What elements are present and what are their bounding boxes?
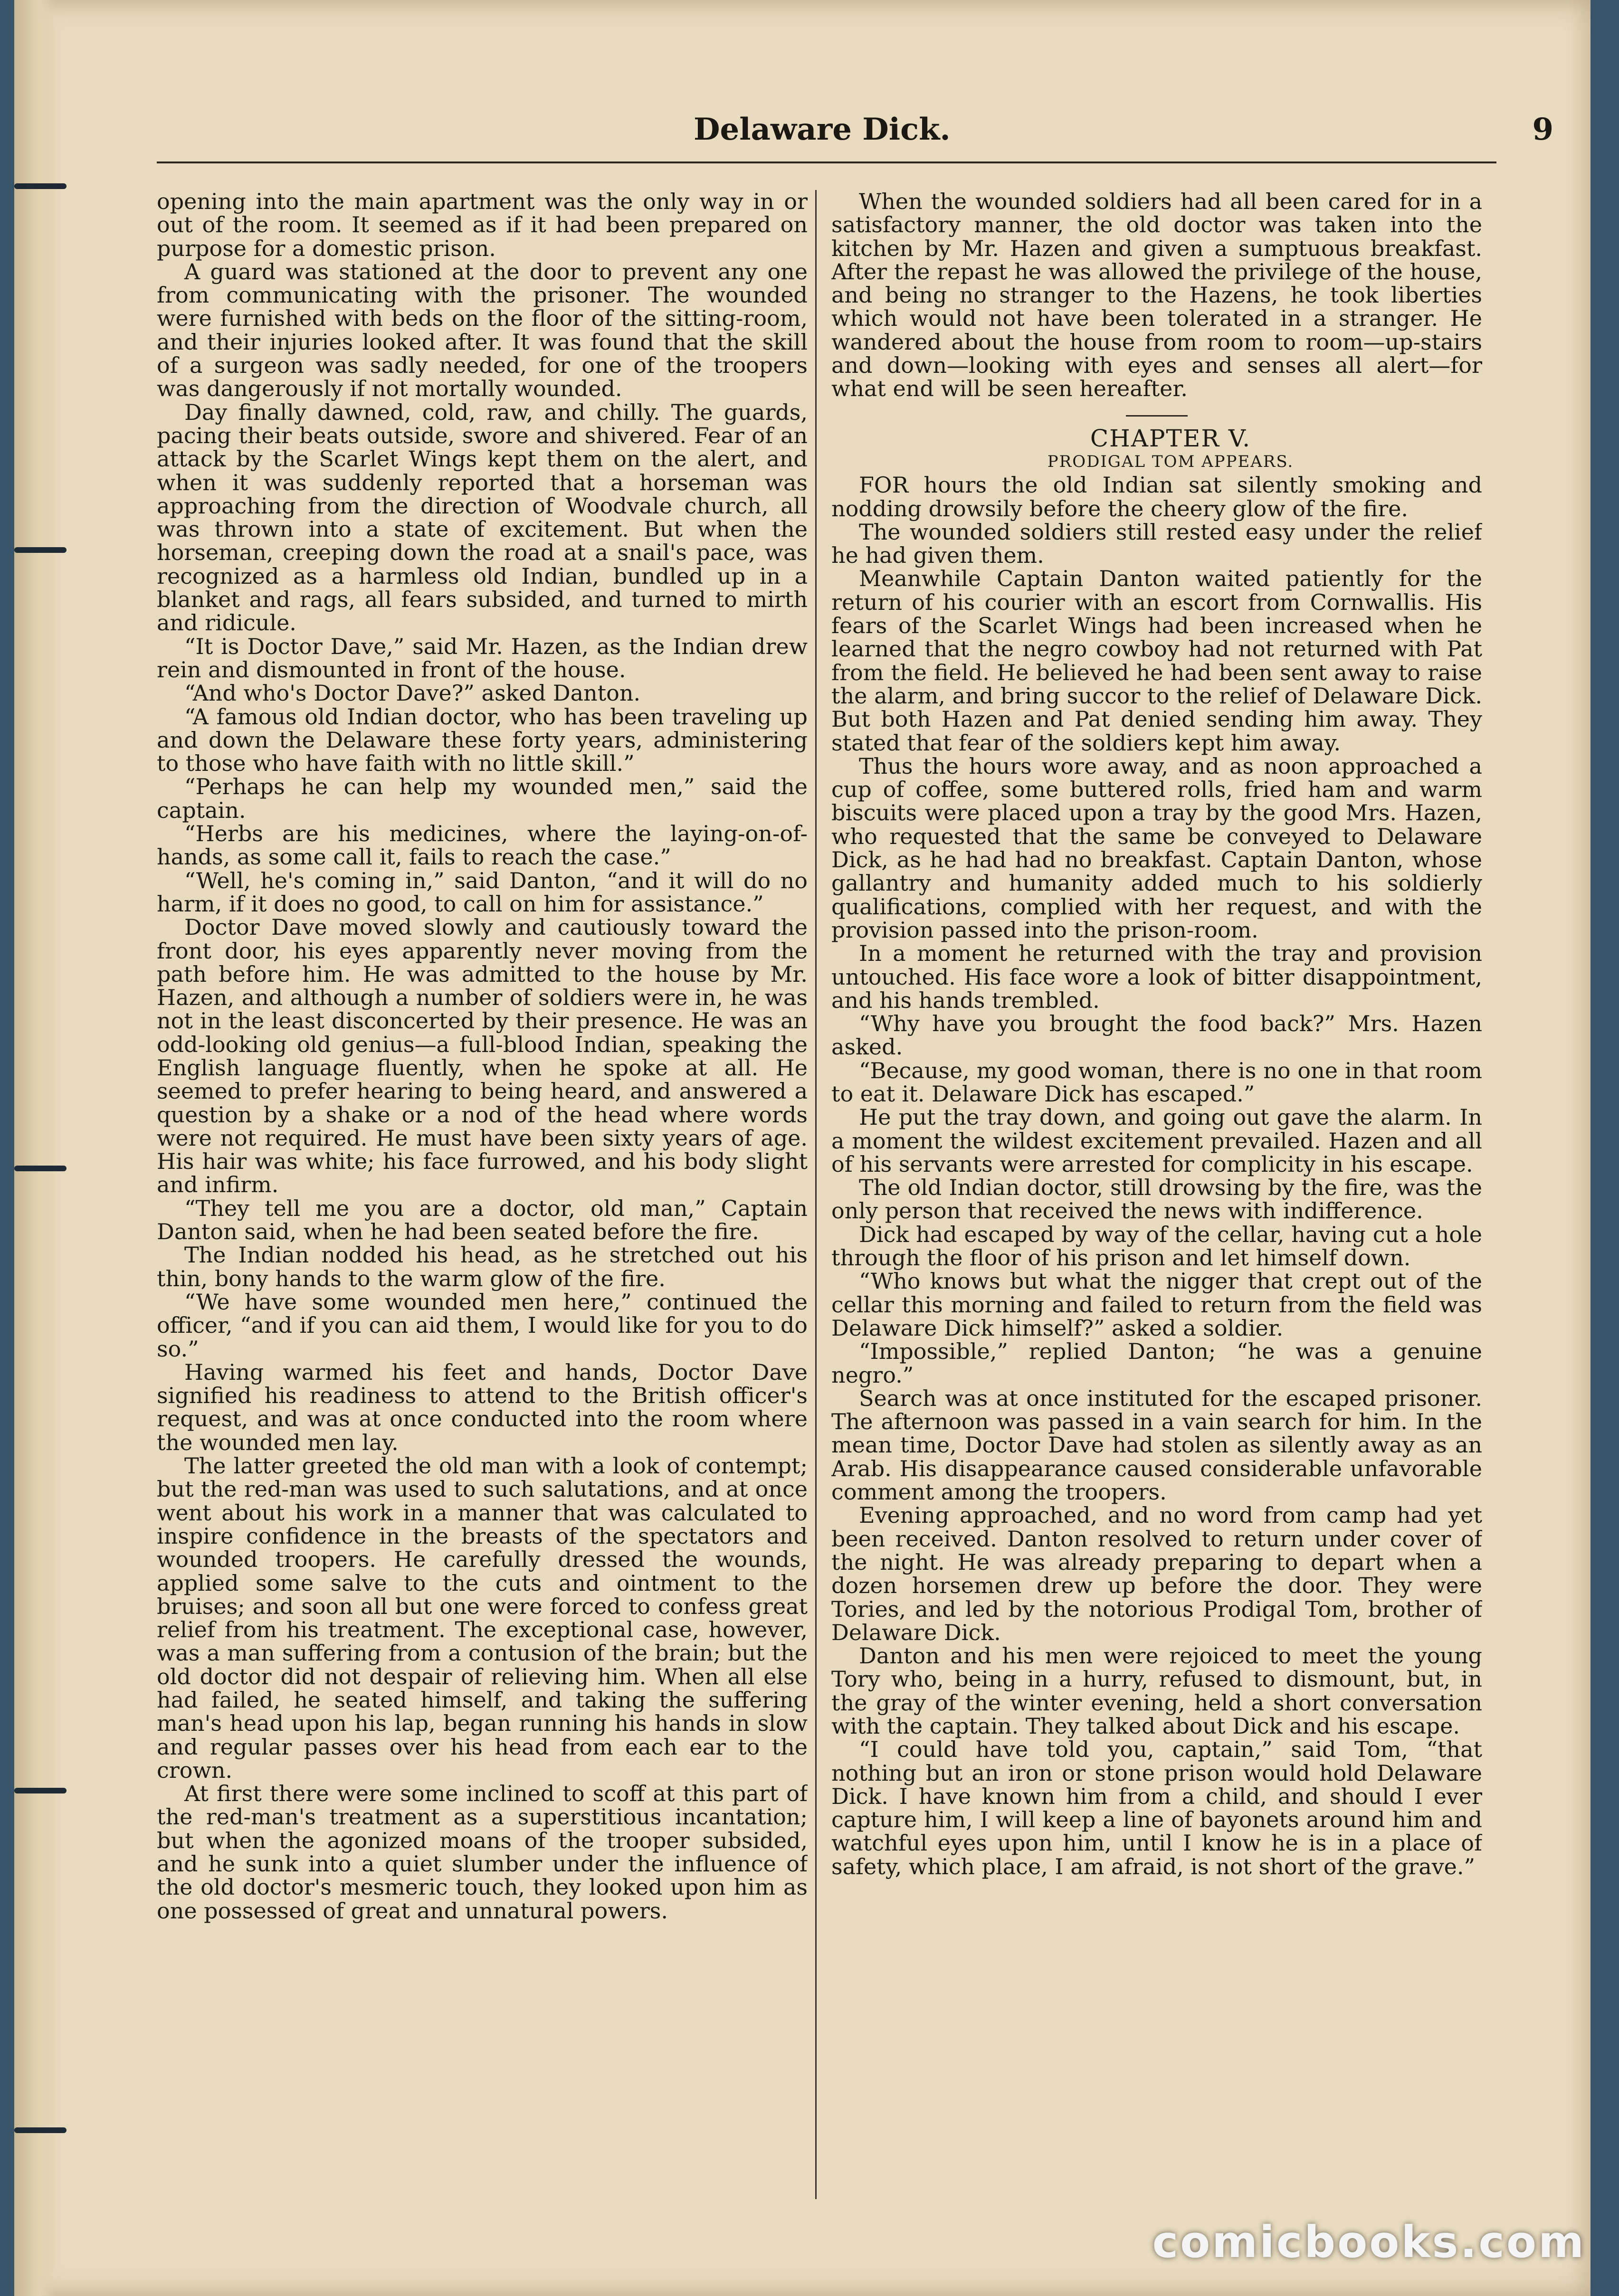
page-binding [14,0,57,2296]
left-column [157,190,808,2204]
paragraph: Dick had escaped by way of the cellar, having cut a hole through the floor of his prison and let himself down. [831,1221,1482,1271]
header-rule [157,161,1496,163]
paragraph: The latter greeted the old man with a look of contempt; but the red-man was used to such salutations, and at once went about his work in a manner that was calculated to inspire confidence in the breasts of the spectators and wounded troopers. He carefully dressed the wounds, applied some salve to the cuts and ointment to the bruises; and soon all but one were forced to confess great relief from his treatment. The exceptional case, however, was a man suffering from a contusion of the brain; but the old doctor did not despair of relieving him. When all else had failed, he seated himself, and taking the suffering man's head upon his lap, began running his hands in slow and regular passes over his head from each ear to the crown. [157,1453,808,1783]
paragraph: The Indian nodded his head, as he stretched out his thin, bony hands to the warm glow of the fire. [157,1242,808,1291]
paragraph: Day finally dawned, cold, raw, and chilly. The guards, pacing their beats outside, swore and shivered. Fear of an attack by the Scarlet Wings kept them on the alert, and when it was suddenly reported that a horseman was approaching from the direction of Woodvale church, all was thrown into a state of excitement. But when the horseman, creeping down the road at a snail's pace, was recognized as a harmless old Indian, bundled up in a blanket and rags, all fears subsided, and turned to mirth and ridicule. [157,399,808,636]
page-number: 9 [1532,112,1553,147]
paragraph: “Why have you brought the food back?” Mrs. Hazen asked. [831,1011,1482,1060]
binding-stitch [14,1159,67,1178]
paragraph: He put the tray down, and going out gave the alarm. In a moment the wildest excitement prevailed. Hazen and all of his servants were arrested for complicity in his escape. [831,1104,1482,1177]
binding-stitch [14,177,67,196]
paragraph: Search was at once instituted for the escaped prisoner. The afternoon was passed in a vain search for him. In the mean time, Doctor Dave had stolen as silently away as an Arab. His disappearance caused considerable unfavorable comment among the troopers. [831,1385,1482,1505]
paragraph: “Because, my good woman, there is no one in that room to eat it. Delaware Dick has escaped.” [831,1057,1482,1107]
paragraph: “Impossible,” replied Danton; “he was a genuine negro.” [831,1338,1482,1388]
paragraph: The old Indian doctor, still drowsing by the fire, was the only person that received the news with indifference. [831,1175,1482,1224]
chapter-subtitle: PRODIGAL TOM APPEARS. [1047,452,1294,471]
running-head-title: Delaware Dick. [694,112,951,147]
paragraph: “I could have told you, captain,” said Tom, “that nothing but an iron or stone prison would hold Delaware Dick. I have known him from a child, and should I ever capture him, I will keep a line of bayonets around him and watchful eyes upon him, until I know he is in a place of safety, which place, I am afraid, is not short of the grave.” [831,1736,1482,1879]
paragraph: “It is Doctor Dave,” said Mr. Hazen, as the Indian drew rein and dismounted in front of the house. [157,633,808,683]
paragraph: A guard was stationed at the door to prevent any one from communicating with the prisoner. The wounded were furnished with beds on the floor of the sitting-room, and their injuries looked after. It was found that the skill of a surgeon was sadly needed, for one of the troopers was dangerously if not mortally wounded. [157,258,808,402]
paragraph: Evening approached, and no word from camp had yet been received. Danton resolved to return under cover of the night. He was already preparing to depart when a dozen horsemen drew up before the door. They were Tories, and led by the notorious Prodigal Tom, brother of Delaware Dick. [831,1502,1482,1645]
binding-stitch [14,541,67,560]
paragraph: Danton and his men were rejoiced to meet the young Tory who, being in a hurry, refused to dismount, but, in the gray of the winter evening, held a short conversation with the captain. They talked about Dick and his escape. [831,1643,1482,1739]
paragraph: “Perhaps he can help my wounded men,” said the captain. [157,774,808,823]
paragraph: opening into the main apartment was the only way in or out of the room. It seemed as if it had been prepared on purpose for a domestic prison. [157,190,808,261]
binding-stitch [14,2121,67,2140]
watermark-logo: comicbooks.com [1152,2217,1586,2268]
paragraph: Doctor Dave moved slowly and cautiously toward the front door, his eyes apparently never moving from the path before him. He was admitted to the house by Mr. Hazen, and although a number of soldiers were in, he was not in the least disconcerted by their presence. He was an odd-looking old genius—a full-blood Indian, speaking the English language fluently, when he spoke at all. He seemed to prefer hearing to being heard, and answered a question by a shake or a nod of the head where words were not required. He must have been sixty years of age. His hair was white; his face furrowed, and his body slight and infirm. [157,914,808,1198]
paragraph: “Herbs are his medicines, where the laying-on-of-hands, as some call it, fails to reach the case.” [157,821,808,870]
book-page [14,0,1590,2296]
paragraph: “We have some wounded men here,” continued the officer, “and if you can aid them, I would like for you to do so.” [157,1289,808,1362]
paragraph: Thus the hours wore away, and as noon approached a cup of coffee, some buttered rolls, fried ham and warm biscuits were placed upon a tray by the good Mrs. Hazen, who requested that the same be conveyed to Delaware Dick, as he had had no breakfast. Captain Danton, whose gallantry and humanity added much to his soldierly qualifications, complied with her request, and with the provision passed into the prison-room. [831,753,1482,943]
paragraph: In a moment he returned with the tray and provision untouched. His face wore a look of bitter disappointment, and his hands trembled. [831,940,1482,1013]
paragraph: At first there were some inclined to scoff at this part of the red-man's treatment as a superstitious incantation; but when the agonized moans of the trooper subsided, and he sunk into a quiet slumber under the influence of the old doctor's mesmeric touch, they looked upon him as one possessed of great and unnatural powers. [157,1781,808,1924]
column-divider [815,190,817,2199]
chapter-separator-rule [1126,415,1188,417]
binding-stitch [14,1781,67,1800]
paragraph: “Who knows but what the nigger that crept out of the cellar this morning and failed to return from the field was Delaware Dick himself?” asked a soldier. [831,1268,1482,1341]
paragraph: When the wounded soldiers had all been cared for in a satisfactory manner, the old doctor was taken into the kitchen by Mr. Hazen and given a sumptuous breakfast. After the repast he was allowed the privilege of the house, and being no stranger to the Hazens, he took liberties which would not have been tolerated in a stranger. He wandered about the house from room to room—up-stairs and down—looking with eyes and senses all alert—for what end will be seen hereafter. [831,190,1482,402]
paragraph: FOR hours the old Indian sat silently smoking and nodding drowsily before the cheery glow of the fire. [831,472,1482,522]
chapter-title: CHAPTER V. [1090,424,1251,452]
paragraph: “And who's Doctor Dave?” asked Danton. [184,680,641,706]
right-column [831,190,1482,2204]
paragraph: Meanwhile Captain Danton waited patiently for the return of his courier with an escort from Cornwallis. His fears of the Scarlet Wings had been increased when he learned that the negro cowboy had not returned with Pat from the field. He believed he had been sent away to raise the alarm, and bring succor to the relief of Delaware Dick. But both Hazen and Pat denied sending him away. They stated that fear of the soldiers kept him away. [831,566,1482,756]
paragraph: “They tell me you are a doctor, old man,” Captain Danton said, when he had been seated before the fire. [157,1195,808,1245]
paragraph: The wounded soldiers still rested easy under the relief he had given them. [831,519,1482,569]
paragraph: “Well, he's coming in,” said Danton, “and it will do no harm, if it does no good, to call on him for assistance.” [157,867,808,917]
paragraph: “A famous old Indian doctor, who has been traveling up and down the Delaware these forty years, administering to those who have faith with no little skill.” [157,703,808,777]
paragraph: Having warmed his feet and hands, Doctor Dave signified his readiness to attend to the British officer's request, and was at once conducted into the room where the wounded men lay. [157,1359,808,1455]
